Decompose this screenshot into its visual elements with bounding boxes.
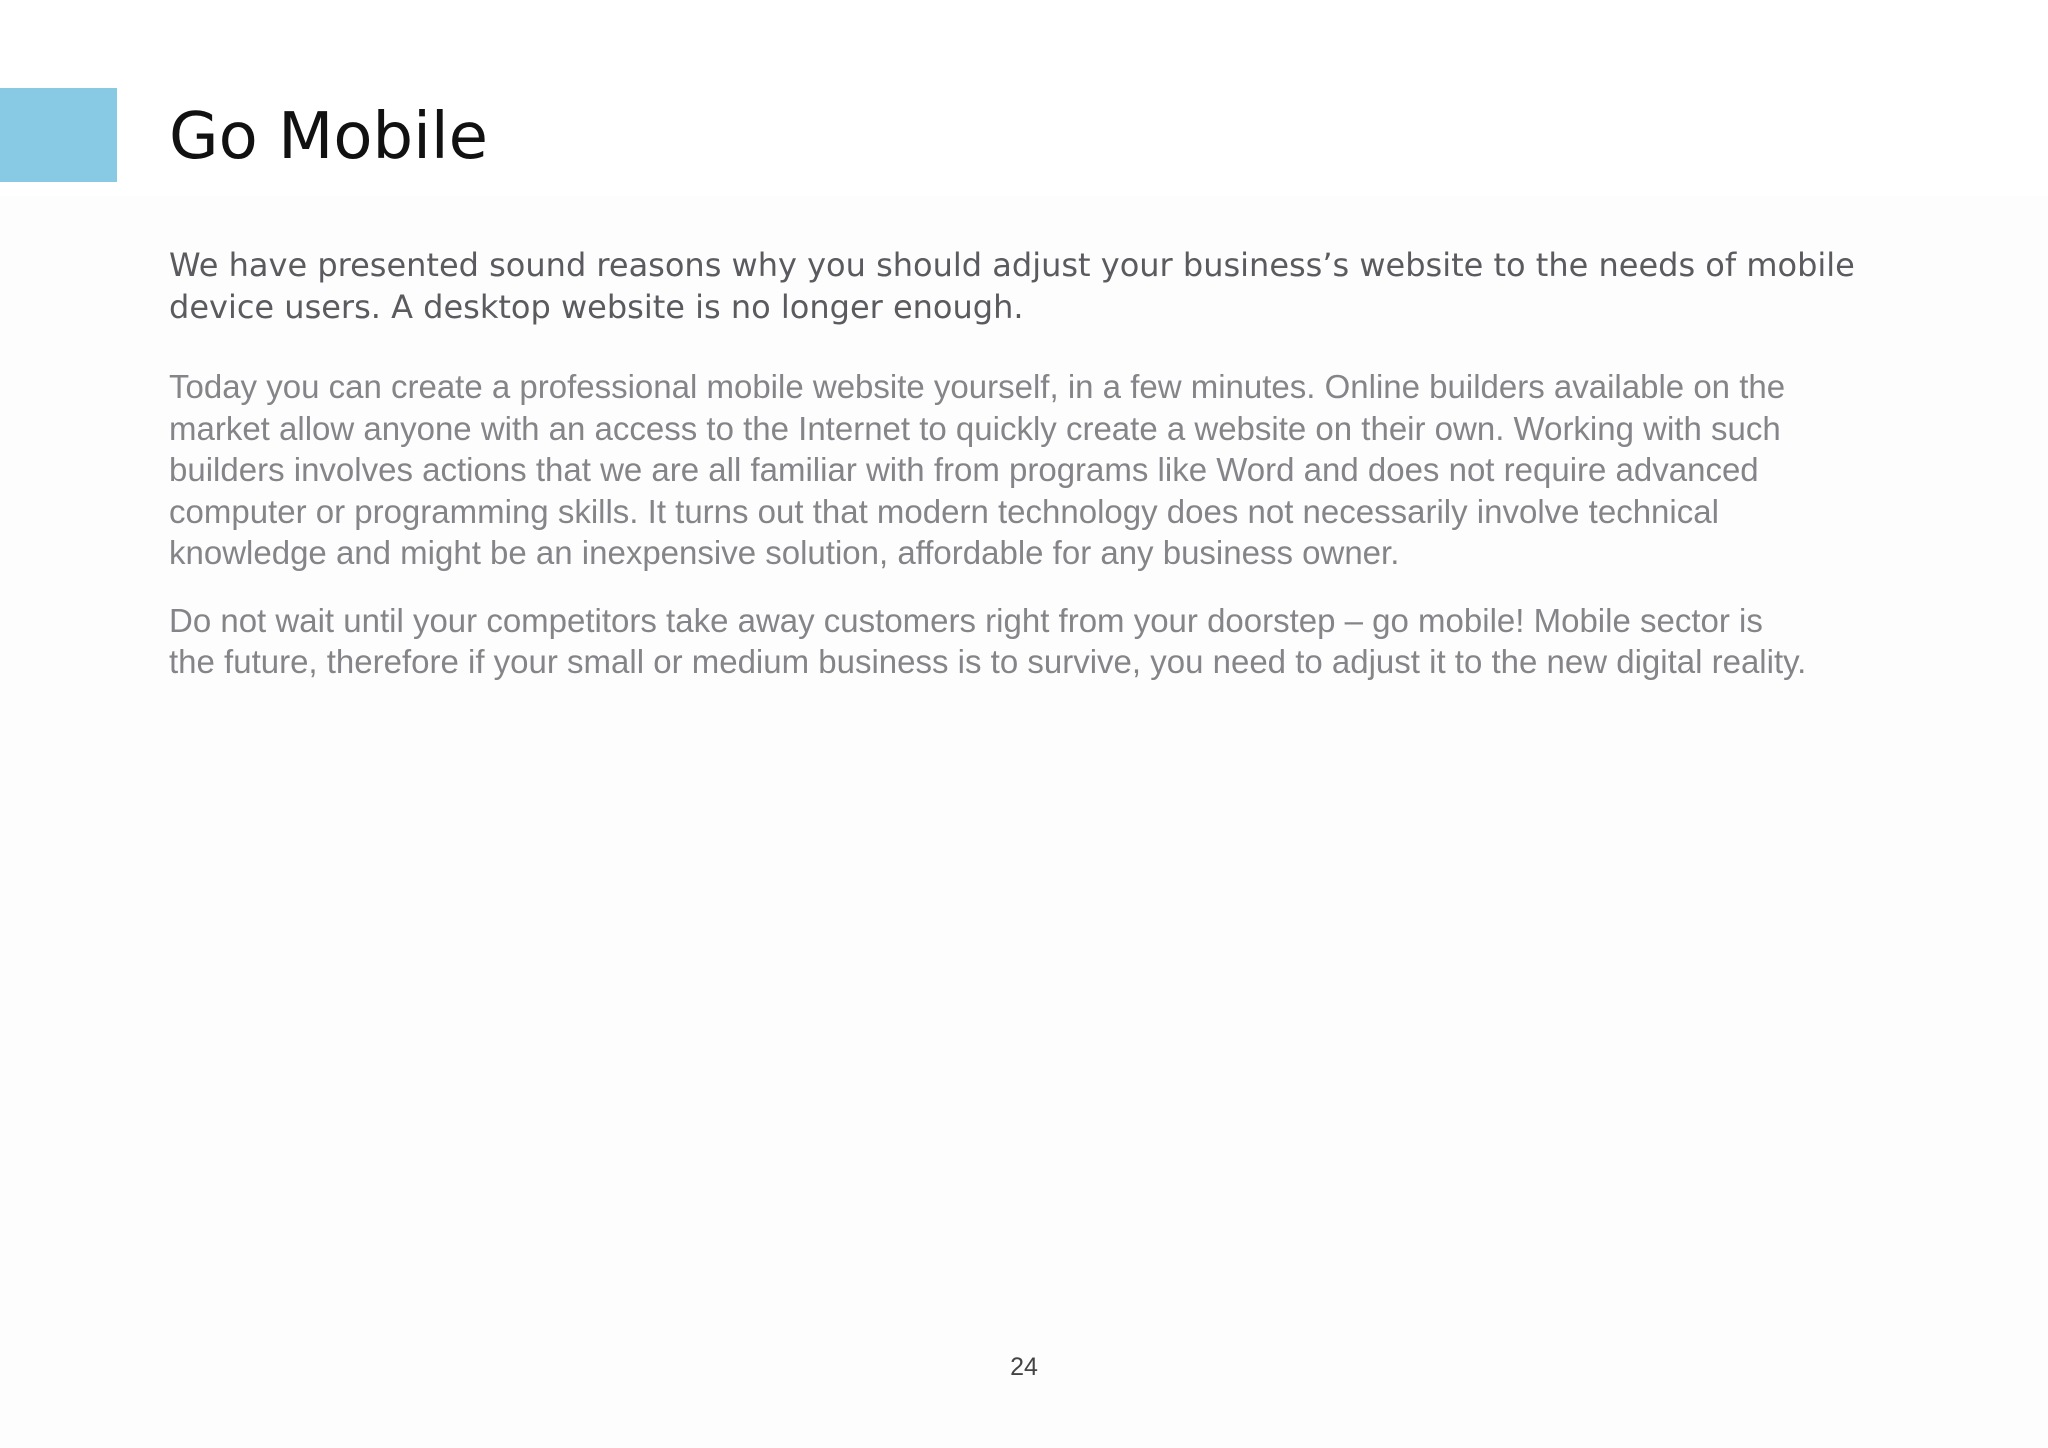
lead-paragraph — [169, 244, 1909, 328]
paragraph-line: Today you can create a professional mobile website yourself, in a few minutes. Online builders available on the — [169, 368, 1786, 405]
lead-line: We have presented sound reasons why you should adjust your business’s website to the needs of mobile — [169, 246, 1855, 284]
page-title: Go Mobile — [169, 100, 489, 174]
paragraph-line: computer or programming skills. It turns out that modern technology does not necessarily involve technical — [169, 492, 1719, 530]
page-number: 24 — [1010, 1353, 1038, 1381]
lead-line: device users. A desktop website is no longer enough. — [169, 288, 1024, 326]
body-paragraph — [169, 600, 1909, 683]
paragraph-line: market allow anyone with an access to the Internet to quickly create a website on their own. Working with such — [169, 409, 1781, 447]
accent-block — [0, 88, 117, 182]
paragraph-line: knowledge and might be an inexpensive solution, affordable for any business owner. — [169, 534, 1400, 571]
body-paragraph — [169, 366, 1909, 574]
paragraph-line: the future, therefore if your small or medium business is to survive, you need to adjust it to the new digital reality. — [169, 643, 1807, 680]
paragraph-line: Do not wait until your competitors take away customers right from your doorstep – go mobile! Mobile sector is — [169, 601, 1763, 639]
paragraph-line: builders involves actions that we are all familiar with from programs like Word and does not require advanced — [169, 451, 1759, 488]
content — [169, 244, 1909, 683]
